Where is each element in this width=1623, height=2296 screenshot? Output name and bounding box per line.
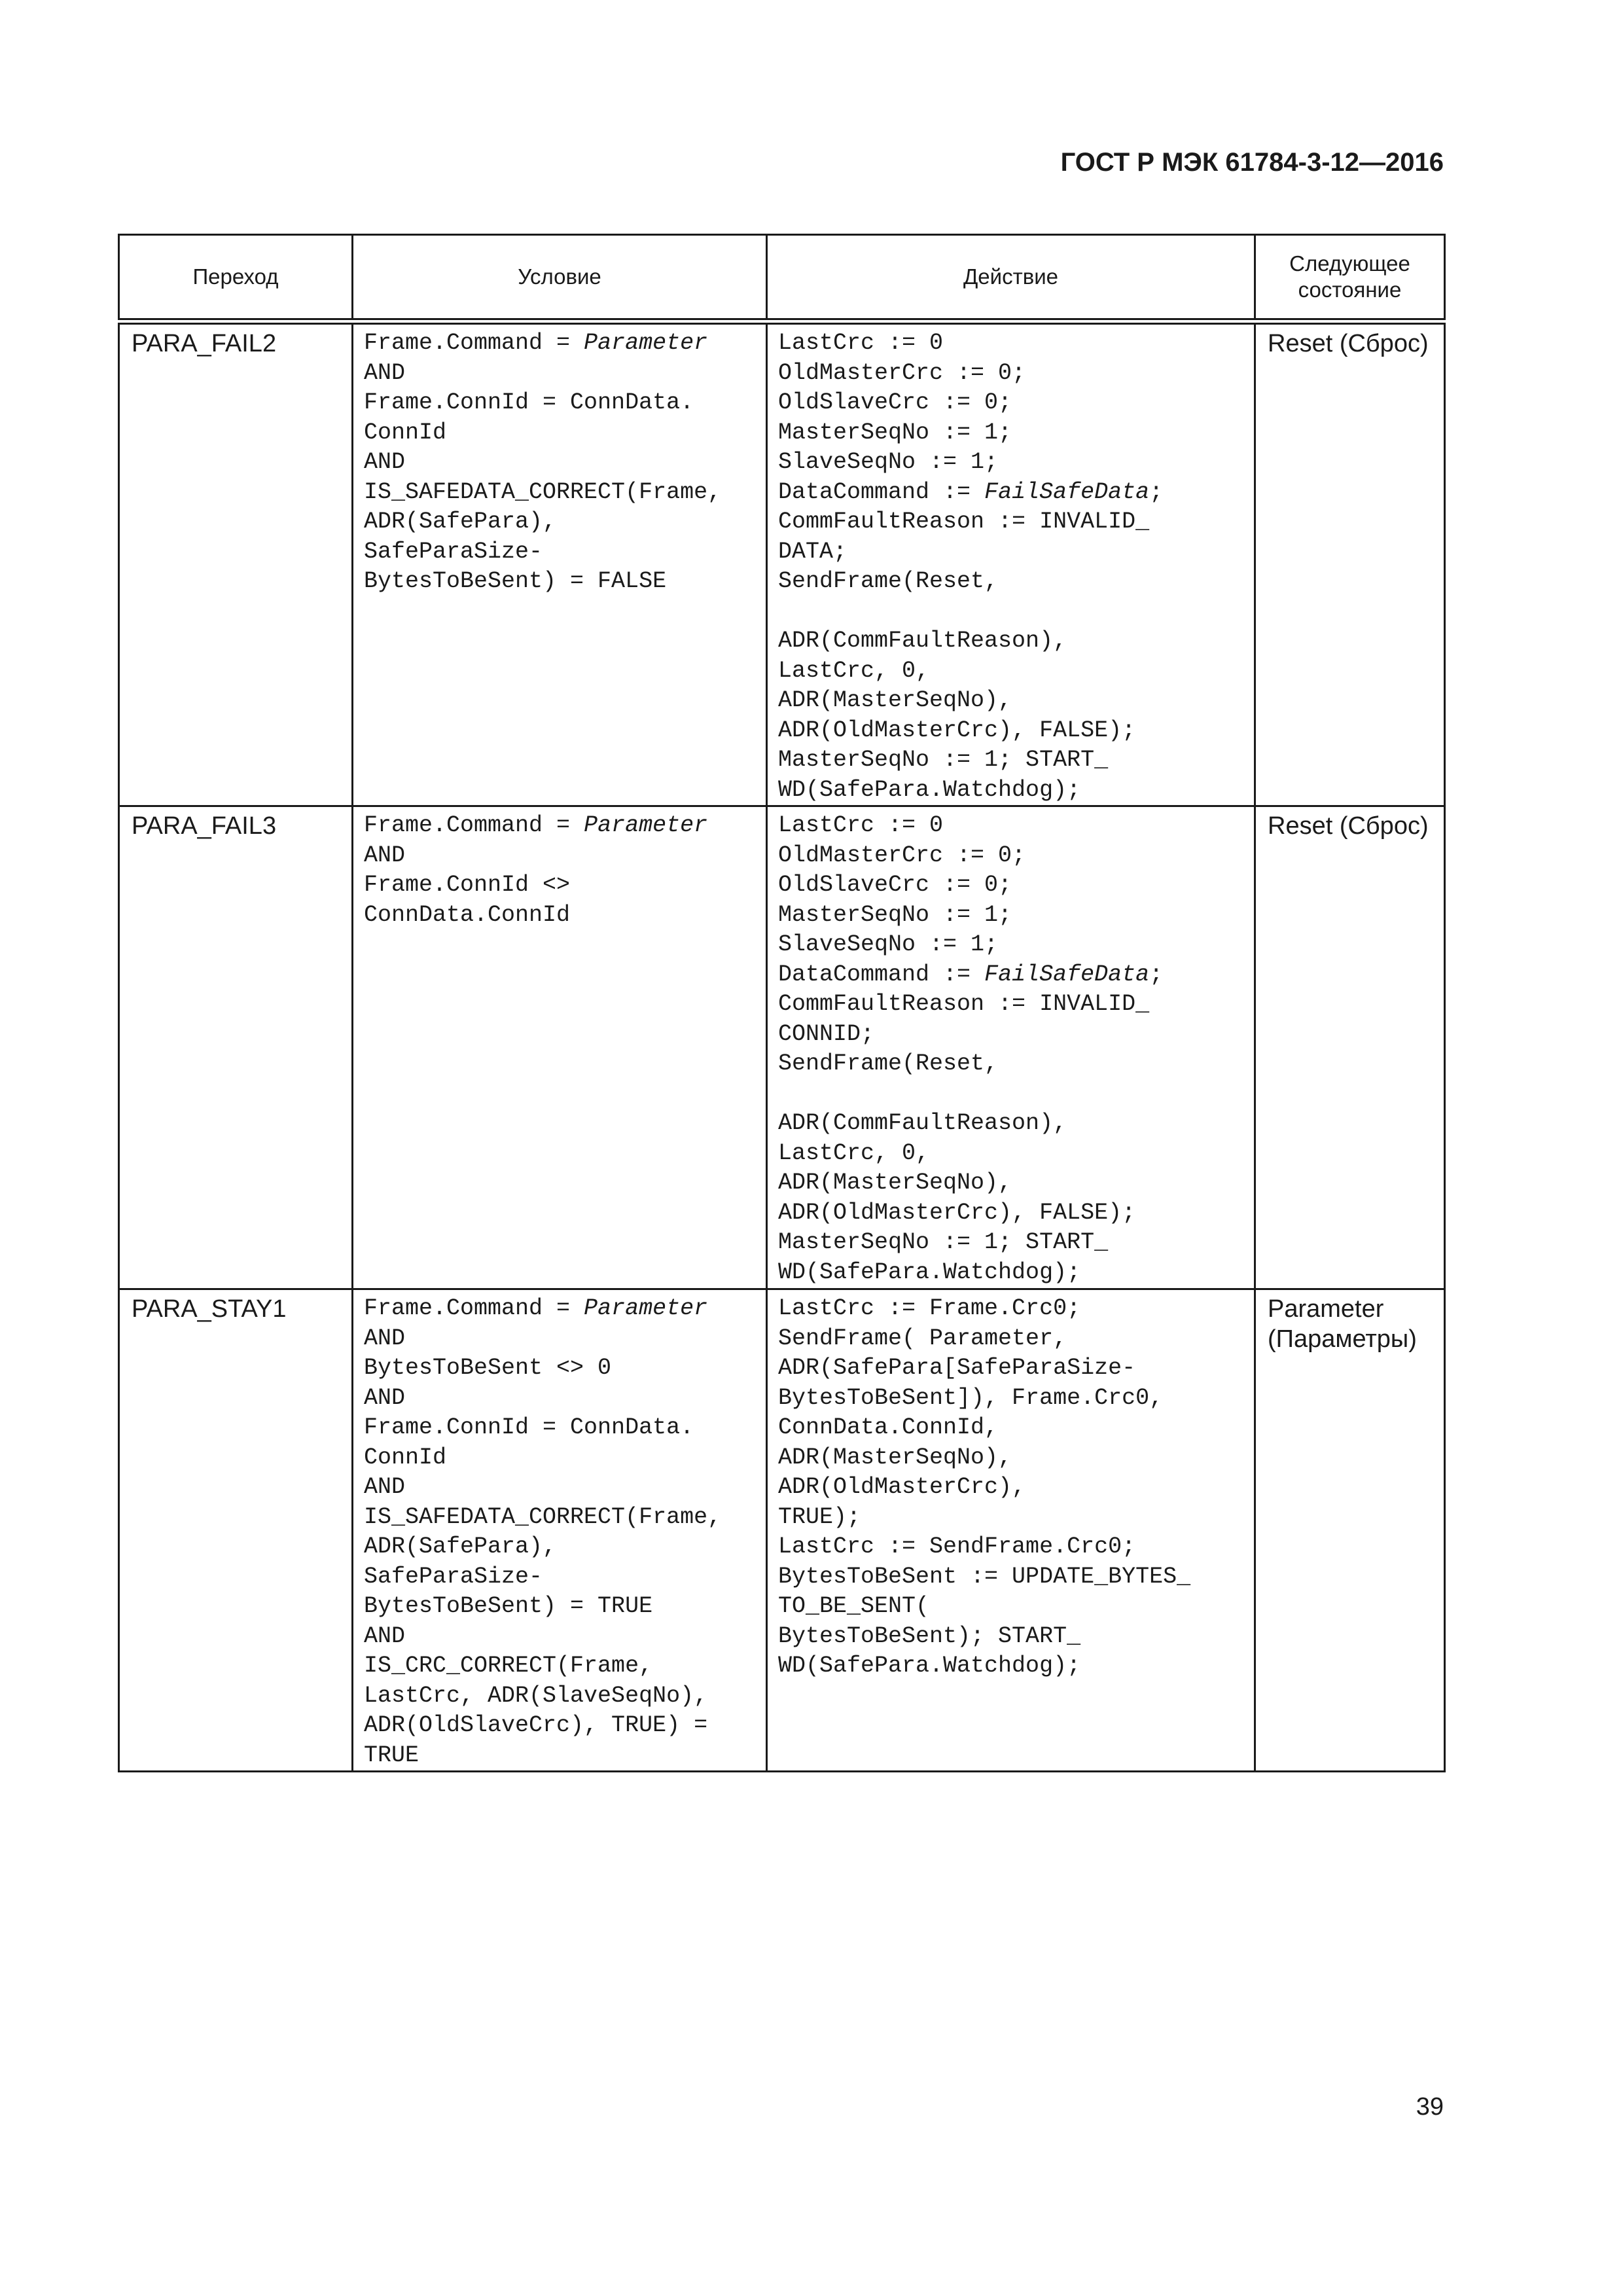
code-line: ADR(SafePara[SafeParaSize- [778,1355,1136,1381]
code-line: ADR(OldSlaveCrc), TRUE) = [364,1712,708,1738]
next-state-line: Parameter [1268,1295,1384,1323]
code-line: WD(SafePara.Watchdog); [778,776,1081,803]
code-line: OldMasterCrc := 0; [778,359,1026,386]
code-line: SafeParaSize- [364,538,543,565]
code-line: AND [364,1325,406,1352]
code-spacer [778,597,1247,627]
action-cell [767,806,1255,1289]
column-header-next-state: Следующее состояние [1255,235,1445,322]
code-line: SendFrame(Reset, [778,568,999,594]
code-line: MasterSeqNo := 1; START_ [778,747,1109,773]
code-line: CONNID; [778,1020,875,1047]
table-row [119,321,1445,806]
column-header-transition: Переход [119,235,353,322]
code-spacer [778,1079,1247,1109]
table-row [119,806,1445,1289]
transition-cell: PARA_FAIL3 [119,806,353,1289]
state-transition-table [118,234,1446,1772]
code-line: TRUE [364,1742,419,1768]
code-line: LastCrc := Frame.Crc0; [778,1295,1081,1321]
code-line: MasterSeqNo := 1; [778,419,1012,446]
code-line: Frame.Command = Parameter [364,330,708,356]
code-line: IS_SAFEDATA_CORRECT(Frame, [364,478,722,505]
code-line: LastCrc, 0, [778,657,930,684]
column-header-condition: Условие [353,235,767,322]
code-line: AND [364,842,406,869]
condition-cell [353,321,767,806]
condition-cell [353,1289,767,1772]
code-line: ADR(MasterSeqNo), [778,1444,1012,1471]
code-line: IS_CRC_CORRECT(Frame, [364,1653,653,1679]
code-line: ConnId [364,419,447,446]
code-line: SafeParaSize- [364,1563,543,1590]
code-line: BytesToBeSent <> 0 [364,1355,612,1381]
code-line: ConnData.ConnId [364,901,571,928]
code-line: OldSlaveCrc := 0; [778,872,1012,898]
code-line: LastCrc := SendFrame.Crc0; [778,1534,1136,1560]
code-line: IS_SAFEDATA_CORRECT(Frame, [364,1503,722,1530]
code-line: Frame.ConnId = ConnData. [364,1414,694,1441]
code-line: BytesToBeSent) = FALSE [364,568,667,594]
next-state-cell: Reset (Сброс) [1255,806,1445,1289]
code-line: SlaveSeqNo := 1; [778,931,999,958]
code-line: ADR(SafePara), [364,1534,557,1560]
code-line: ADR(OldMasterCrc), FALSE); [778,1199,1136,1226]
code-line: BytesToBeSent) = TRUE [364,1593,653,1619]
code-line: BytesToBeSent := UPDATE_BYTES_ [778,1563,1191,1590]
code-line: WD(SafePara.Watchdog); [778,1653,1081,1679]
code-line: OldSlaveCrc := 0; [778,389,1012,416]
code-line: AND [364,1474,406,1500]
code-line: AND [364,1384,406,1411]
code-line: SlaveSeqNo := 1; [778,449,999,475]
code-line: BytesToBeSent); START_ [778,1623,1081,1649]
code-line: SendFrame( Parameter, [778,1325,1067,1352]
code-line: ADR(OldMasterCrc), FALSE); [778,717,1136,744]
transition-cell: PARA_FAIL2 [119,321,353,806]
code-line: Frame.ConnId <> [364,872,571,898]
action-cell [767,1289,1255,1772]
code-line: CommFaultReason := INVALID_ [778,509,1150,535]
code-line: AND [364,359,406,386]
next-state-cell: Reset (Сброс) [1255,321,1445,806]
action-cell [767,321,1255,806]
code-line: AND [364,449,406,475]
code-line: BytesToBeSent]), Frame.Crc0, [778,1384,1164,1411]
code-line: ConnData.ConnId, [778,1414,999,1441]
page-number: 39 [1416,2093,1444,2121]
code-line: LastCrc := 0 [778,812,944,838]
code-line: Frame.Command = Parameter [364,812,708,838]
code-line: ADR(CommFaultReason), [778,1110,1067,1136]
transition-cell: PARA_STAY1 [119,1289,353,1772]
code-line: DataCommand := FailSafeData; [778,478,1164,505]
code-line: ADR(MasterSeqNo), [778,1170,1012,1196]
table-row [119,1289,1445,1772]
code-line: TRUE); [778,1503,861,1530]
code-line: WD(SafePara.Watchdog); [778,1259,1081,1285]
code-line: CommFaultReason := INVALID_ [778,991,1150,1017]
code-line: MasterSeqNo := 1; START_ [778,1229,1109,1255]
code-line: ADR(CommFaultReason), [778,628,1067,654]
code-line: Frame.Command = Parameter [364,1295,708,1321]
code-line: DATA; [778,538,847,565]
code-line: ADR(SafePara), [364,509,557,535]
next-state-line: (Параметры) [1268,1325,1417,1353]
table-header-row [119,235,1445,322]
code-line: LastCrc, ADR(SlaveSeqNo), [364,1682,708,1709]
code-line: LastCrc, 0, [778,1139,930,1166]
code-line: AND [364,1623,406,1649]
code-line: ConnId [364,1444,447,1471]
code-line: TO_BE_SENT( [778,1593,930,1619]
code-line: Frame.ConnId = ConnData. [364,389,694,416]
code-line: OldMasterCrc := 0; [778,842,1026,869]
next-state-cell [1255,1289,1445,1772]
code-line: LastCrc := 0 [778,330,944,356]
code-line: SendFrame(Reset, [778,1050,999,1077]
document-header: ГОСТ Р МЭК 61784-3-12—2016 [1060,148,1444,177]
condition-cell [353,806,767,1289]
code-line: ADR(OldMasterCrc), [778,1474,1026,1500]
column-header-action: Действие [767,235,1255,322]
code-line: ADR(MasterSeqNo), [778,687,1012,713]
code-line: MasterSeqNo := 1; [778,901,1012,928]
code-line: DataCommand := FailSafeData; [778,961,1164,988]
